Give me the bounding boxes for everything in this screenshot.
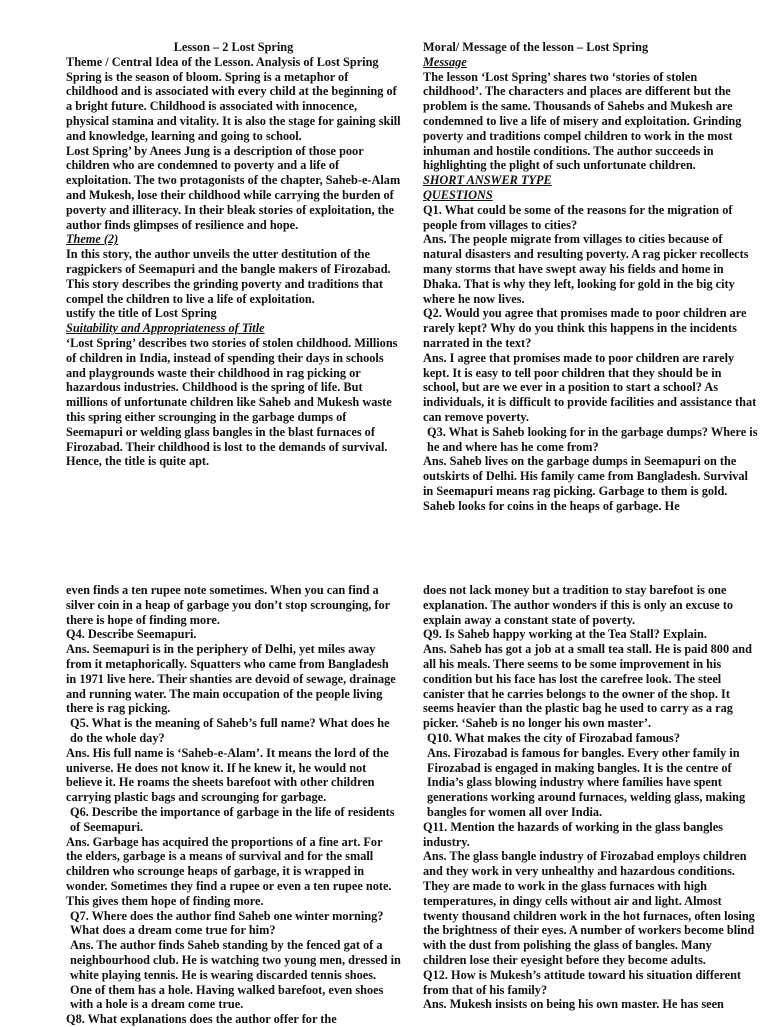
paragraph: Theme / Central Idea of the Lesson. Analysis of Lost Spring — [66, 54, 379, 69]
paragraph: Ans. Seemapuri is in the periphery of Delhi, yet miles away from it metaphorically. Squatters who came from Bangladesh in 1971 live here. Their shanties are devoid of sewage, drainage and running water. The main occupation of the people living there is rag picking. — [66, 642, 396, 716]
paragraph: Theme (2) — [66, 232, 119, 247]
paragraph: Ans. The author finds Saheb standing by the fenced gat of a neighbourhood club. He is watching two young men, dressed in white playing tennis. He is wearing discarded tennis shoes. One of them has a hole. Having walked barefoot, even shoes with a hole is a dream come true. — [70, 938, 401, 1012]
paragraph: Ans. Saheb has got a job at a small tea stall. He is paid 800 and all his meals. There seems to be some improvement in his condition but his face has lost the carefree look. The steel canister that he carries belongs to the owner of the shop. It seems heavier than the plastic bag he used to carry as a rag picker. ‘Saheb is no longer his own master’. — [423, 642, 752, 731]
paragraph: Moral/ Message of the lesson – Lost Spring — [423, 40, 649, 54]
paragraph: Q2. Would you agree that promises made to poor children are rarely kept? Why do you think this happens in the incidents narrated in the text? — [423, 306, 747, 350]
paragraph: Ans. The glass bangle industry of Firozabad employs children and they work in very unhealthy and hazardous conditions. They are made to work in the glass furnaces with high temperatures, in dingy cells without air and light. Almost twenty thousand children work in the hot furnaces, often losing the brightness of their eyes. A number of workers become blind with the dust from polishing the glass of bangles. Many children lose their eyesight before they become adults. — [423, 849, 755, 967]
paragraph: Q3. What is Saheb looking for in the garbage dumps? Where is he and where has he come from? — [427, 424, 758, 454]
paragraph: QUESTIONS — [423, 187, 493, 202]
paragraph: Q5. What is the meaning of Saheb’s full name? What does he do the whole day? — [70, 716, 390, 745]
paragraph: Q9. Is Saheb happy working at the Tea Stall? Explain. — [423, 627, 707, 642]
paragraph: Q6. Describe the importance of garbage in the life of residents of Seemapuri. — [70, 804, 395, 834]
paragraph: Q11. Mention the hazards of working in the glass bangles industry. — [423, 819, 723, 849]
paragraph: Lost Spring’ by Anees Jung is a description of those poor children who are condemned to poverty and a life of exploitation. The two protagonists of the chapter, Saheb-e-Alam and Mukesh, lose their childhood while carrying the burden of poverty and illiteracy. In their bleak stories of exploitation, the author finds glimpses of resilience and hope. — [66, 143, 401, 232]
paragraph: does not lack money but a tradition to stay barefoot is one explanation. The author wonders if this is only an excuse to explain away a constant state of poverty. — [423, 583, 734, 627]
paragraph: In this story, the author unveils the utter destitution of the ragpickers of Seemapuri and the bangle makers of Firozabad. This story describes the grinding poverty and traditions that compel the children to live a life of exploitation. — [66, 247, 391, 306]
paragraph: Ans. Firozabad is famous for bangles. Every other family in Firozabad is engaged in making bangles. It is the centre of India’s glass blowing industry where families have spent generations working around furnaces, welding glass, making bangles for women all over India. — [427, 745, 746, 819]
page2-right-column — [423, 583, 758, 1012]
page2-left-column — [66, 583, 401, 1027]
paragraph: Q12. How is Mukesh’s attitude toward his situation different from that of his family? — [423, 967, 742, 997]
paragraph: even finds a ten rupee note sometimes. When you can find a silver coin in a heap of garbage you don’t stop scrounging, for there is hope of finding more. — [66, 583, 390, 627]
page1-right-column — [423, 40, 758, 514]
paragraph: Lesson – 2 Lost Spring — [173, 40, 294, 54]
paragraph: Q4. Describe Seemapuri. — [66, 627, 197, 642]
paragraph: Ans. Mukesh insists on being his own master. He has seen — [423, 997, 724, 1012]
paragraph: Ans. Garbage has acquired the proportions of a fine art. For the elders, garbage is a means of survival and for the small children who scrounge heaps of garbage, it is wrapped in wonder. Sometimes they find a rupee or even a ten rupee note. This gives them hope of finding more. — [66, 834, 392, 908]
paragraph: Q1. What could be some of the reasons for the migration of people from villages to cities? — [423, 202, 733, 232]
paragraph: Ans. Saheb lives on the garbage dumps in Seemapuri on the outskirts of Delhi. His family came from Bangladesh. Survival in Seemapuri means rag picking. Garbage to them is gold. Saheb looks for coins in the heaps of garbage. He — [423, 454, 748, 513]
paragraph: ‘Lost Spring’ describes two stories of stolen childhood. Millions of children in India, instead of spending their days in schools and playgrounds waste their childhood in rag picking or hazardous industries. Childhood is the spring of life. But millions of unfortunate children like Saheb and Mukesh waste this spring either scrounging in the garbage dumps of Seemapuri or welding glass bangles in the blast furnaces of Firozabad. Their childhood is lost to the demands of survival. Hence, the title is quite apt. — [66, 335, 398, 469]
paragraph: Suitability and Appropriateness of Title — [66, 321, 265, 336]
paragraph: Ans. The people migrate from villages to cities because of natural disasters and resulting poverty. A rag picker recollects many storms that have swept away his fields and home in Dhaka. That is why they left, looking for gold in the big city where he now lives. — [423, 232, 749, 306]
paragraph: Message — [423, 54, 467, 69]
paragraph: Ans. His full name is ‘Saheb-e-Alam’. It means the lord of the universe. He does not know it. If he knew it, he would not believe it. He roams the sheets barefoot with other children carrying plastic bags and scrounging for garbage. — [66, 745, 389, 805]
paragraph: Q7. Where does the author find Saheb one winter morning? What does a dream come true for him? — [70, 908, 384, 938]
paragraph: Q10. What makes the city of Firozabad famous? — [427, 730, 680, 745]
paragraph: Q8. What explanations does the author offer for the — [66, 1012, 337, 1027]
page1-left-column — [66, 40, 401, 469]
paragraph: Spring is the season of bloom. Spring is a metaphor of childhood and is associated with every child at the beginning of a bright future. Childhood is associated with innocence, physical stamina and vitality. It is also the stage for gaining skill and knowledge, learning and going to school. — [66, 69, 401, 143]
paragraph: The lesson ‘Lost Spring’ shares two ‘stories of stolen childhood’. The characters and places are different but the problem is the same. Thousands of Sahebs and Mukesh are condemned to live a life of misery and exploitation. Grinding poverty and traditions compel children to work in the most inhuman and hostile conditions. The author succeeds in highlighting the plight of such unfortunate children. — [423, 69, 742, 173]
paragraph: Ans. I agree that promises made to poor children are rarely kept. It is easy to tell poor children that they should be in school, but are we ever in a position to start a school? As individuals, it is difficult to provide facilities and assistance that can remove poverty. — [423, 350, 757, 424]
paragraph: SHORT ANSWER TYPE — [423, 173, 552, 188]
paragraph: ustify the title of Lost Spring — [66, 306, 217, 321]
